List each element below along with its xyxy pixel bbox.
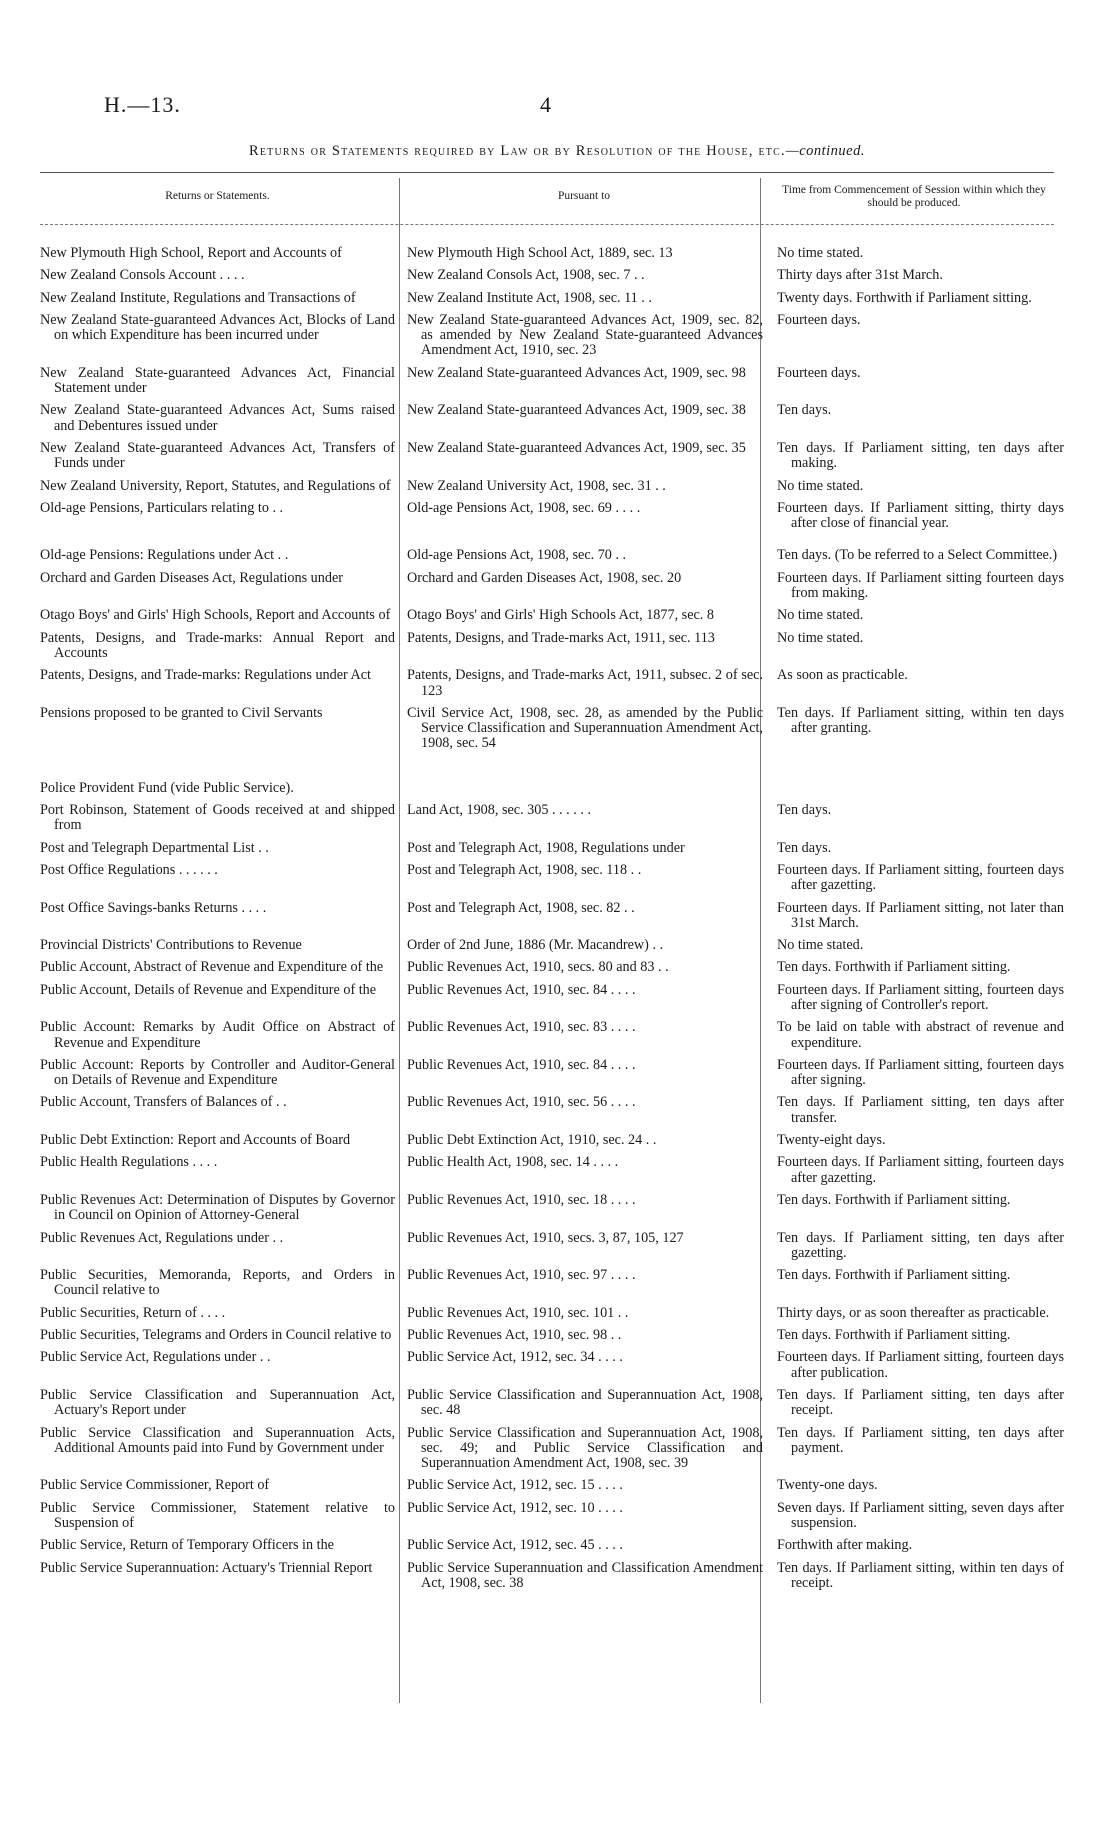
return-cell: Public Service, Return of Temporary Officers in the bbox=[40, 1537, 334, 1554]
time-cell: Ten days. If Parliament sitting, ten days after receipt. bbox=[777, 1386, 1064, 1419]
time-cell: Ten days. If Parliament sitting, ten days after payment. bbox=[777, 1424, 1064, 1456]
time-cell: No time stated. bbox=[777, 937, 864, 954]
row-spacer bbox=[40, 531, 1064, 538]
pursuant-cell: Orchard and Garden Diseases Act, 1908, sec. 20 bbox=[407, 569, 682, 586]
table-row bbox=[40, 1020, 1064, 1051]
time-cell: Fourteen days. If Parliament sitting, fourteen days after publication. bbox=[777, 1349, 1064, 1381]
header-bottom-rule bbox=[40, 224, 1054, 225]
table-row bbox=[40, 1388, 1064, 1419]
pursuant-cell: Public Health Act, 1908, sec. 14 . . . . bbox=[407, 1154, 619, 1171]
return-cell: Post and Telegraph Departmental List . . bbox=[40, 839, 269, 856]
pursuant-cell: Otago Boys' and Girls' High Schools Act, 1877, sec. 8 bbox=[407, 607, 714, 624]
time-cell: Ten days. bbox=[777, 802, 832, 819]
return-cell: New Zealand University, Report, Statutes, and Regulations of bbox=[40, 477, 391, 494]
table-row bbox=[40, 1306, 1064, 1321]
return-cell: Patents, Designs, and Trade-marks: Annual Report and Accounts bbox=[40, 629, 395, 661]
time-cell: Thirty days, or as soon thereafter as practicable. bbox=[777, 1304, 1050, 1321]
time-cell: Ten days. If Parliament sitting, within ten days after granting. bbox=[777, 704, 1064, 737]
table-row bbox=[40, 1133, 1064, 1148]
pursuant-cell: Public Revenues Act, 1910, sec. 56 . . . . bbox=[407, 1094, 636, 1111]
pursuant-cell: Public Service Act, 1912, sec. 45 . . . . bbox=[407, 1537, 623, 1554]
pursuant-cell: Public Service Classification and Superannuation Act, 1908, sec. 49; and Public Service Classification and Superannuation Amendment Act, 1908, sec. 39 bbox=[407, 1424, 763, 1472]
return-cell: Public Account, Transfers of Balances of . . bbox=[40, 1094, 287, 1111]
pursuant-cell: Old-age Pensions Act, 1908, sec. 70 . . bbox=[407, 547, 627, 564]
pursuant-cell: New Zealand State-guaranteed Advances Act, 1909, sec. 35 bbox=[407, 439, 746, 456]
table-row bbox=[40, 548, 1064, 563]
pursuant-cell: Public Revenues Act, 1910, sec. 84 . . . . bbox=[407, 1056, 636, 1073]
table-row bbox=[40, 1193, 1064, 1224]
title-continued: —continued. bbox=[785, 143, 865, 159]
pursuant-cell: Public Service Act, 1912, sec. 15 . . . . bbox=[407, 1477, 623, 1494]
table-row bbox=[40, 668, 1064, 699]
column-header-time: Time from Commencement of Session within which they should be produced. bbox=[782, 184, 1046, 209]
time-cell: Fourteen days. If Parliament sitting fourteen days from making. bbox=[777, 569, 1064, 602]
return-cell: Patents, Designs, and Trade-marks: Regulations under Act bbox=[40, 667, 372, 684]
return-cell: Public Revenues Act: Determination of Disputes by Governor in Council on Opinion of Attorney-General bbox=[40, 1191, 395, 1224]
return-cell: Public Revenues Act, Regulations under . . bbox=[40, 1229, 284, 1246]
row-spacer bbox=[40, 752, 1064, 759]
table-row bbox=[40, 706, 1064, 752]
time-cell: Ten days. Forthwith if Parliament sitting. bbox=[777, 1191, 1011, 1208]
time-cell: Fourteen days. If Parliament sitting, fourteen days after gazetting. bbox=[777, 1154, 1064, 1186]
time-cell: No time stated. bbox=[777, 629, 864, 646]
pursuant-cell: Public Service Act, 1912, sec. 10 . . . . bbox=[407, 1499, 623, 1516]
pursuant-cell: Land Act, 1908, sec. 305 . . . . . . bbox=[407, 802, 592, 819]
pursuant-cell: Public Revenues Act, 1910, secs. 3, 87, 105, 127 bbox=[407, 1229, 684, 1246]
time-cell: No time stated. bbox=[777, 607, 864, 624]
return-cell: Public Service Classification and Superannuation Act, Actuary's Report under bbox=[40, 1386, 395, 1419]
time-cell: Ten days. If Parliament sitting, within ten days of receipt. bbox=[777, 1559, 1064, 1591]
pursuant-cell: Public Debt Extinction Act, 1910, sec. 24 . . bbox=[407, 1132, 657, 1149]
pursuant-cell: Post and Telegraph Act, 1908, sec. 118 . . bbox=[407, 861, 642, 878]
table-row bbox=[40, 863, 1064, 894]
pursuant-cell: Civil Service Act, 1908, sec. 28, as amended by the Public Service Classification and Superannuation Amendment Act, 1908, sec. 54 bbox=[407, 704, 763, 752]
row-spacer bbox=[40, 759, 1064, 781]
table-row bbox=[40, 960, 1064, 975]
pursuant-cell: Public Revenues Act, 1910, sec. 98 . . bbox=[407, 1327, 622, 1344]
table-row bbox=[40, 1350, 1064, 1381]
pursuant-cell: Public Revenues Act, 1910, sec. 83 . . . . bbox=[407, 1019, 636, 1036]
pursuant-cell: New Zealand State-guaranteed Advances Act, 1909, sec. 82, as amended by New Zealand State-guaranteed Advances Amendment Act, 1910, sec. 23 bbox=[407, 311, 763, 359]
table-row bbox=[40, 1268, 1064, 1299]
table-row bbox=[40, 841, 1064, 856]
pursuant-cell: Public Service Superannuation and Classification Amendment Act, 1908, sec. 38 bbox=[407, 1559, 763, 1591]
pursuant-cell: New Zealand Institute Act, 1908, sec. 11 . . bbox=[407, 289, 652, 306]
header-top-rule bbox=[40, 172, 1054, 173]
pursuant-cell: Public Revenues Act, 1910, sec. 18 . . . . bbox=[407, 1191, 636, 1208]
return-cell: Public Service Superannuation: Actuary's Triennial Report bbox=[40, 1559, 373, 1576]
pursuant-cell: Public Revenues Act, 1910, secs. 80 and 83 . . bbox=[407, 959, 669, 976]
table-row bbox=[40, 983, 1064, 1014]
pursuant-cell: New Zealand Consols Act, 1908, sec. 7 . . bbox=[407, 267, 645, 284]
table-row bbox=[40, 1155, 1064, 1186]
time-cell: Forthwith after making. bbox=[777, 1537, 913, 1554]
pursuant-cell: New Zealand State-guaranteed Advances Act, 1909, sec. 38 bbox=[407, 402, 746, 419]
time-cell: Seven days. If Parliament sitting, seven days after suspension. bbox=[777, 1499, 1064, 1531]
time-cell: Ten days. Forthwith if Parliament sitting. bbox=[777, 959, 1011, 976]
table-row bbox=[40, 313, 1064, 359]
return-cell: Police Provident Fund (vide Public Service). bbox=[40, 779, 294, 796]
column-header-returns: Returns or Statements. bbox=[165, 190, 270, 202]
table-row bbox=[40, 403, 1064, 434]
pursuant-cell: Order of 2nd June, 1886 (Mr. Macandrew) . . bbox=[407, 937, 664, 954]
column-header-pursuant: Pursuant to bbox=[557, 190, 611, 202]
return-cell: Old-age Pensions, Particulars relating to . . bbox=[40, 499, 284, 516]
return-cell: Old-age Pensions: Regulations under Act . . bbox=[40, 547, 289, 564]
table-row bbox=[40, 1058, 1064, 1089]
return-cell: Public Securities, Memoranda, Reports, and Orders in Council relative to bbox=[40, 1267, 395, 1299]
table-row bbox=[40, 366, 1064, 397]
time-cell: Fourteen days. If Parliament sitting, thirty days after close of financial year. bbox=[777, 499, 1064, 532]
page-number: 4 bbox=[540, 92, 551, 117]
return-cell: Public Service Classification and Superannuation Acts, Additional Amounts paid into Fund by Government under bbox=[40, 1424, 395, 1456]
return-cell: Public Debt Extinction: Report and Accounts of Board bbox=[40, 1132, 351, 1149]
pursuant-cell: Patents, Designs, and Trade-marks Act, 1911, sec. 113 bbox=[407, 629, 715, 646]
pursuant-cell: Old-age Pensions Act, 1908, sec. 69 . . . . bbox=[407, 499, 641, 516]
table-row bbox=[40, 803, 1064, 834]
table-row bbox=[40, 938, 1064, 953]
time-cell: To be laid on table with abstract of revenue and expenditure. bbox=[777, 1019, 1064, 1051]
time-cell: Ten days. Forthwith if Parliament sitting. bbox=[777, 1267, 1011, 1284]
return-cell: New Plymouth High School, Report and Accounts of bbox=[40, 245, 342, 261]
pursuant-cell: Post and Telegraph Act, 1908, sec. 82 . . bbox=[407, 899, 635, 916]
return-cell: Public Securities, Telegrams and Orders in Council relative to bbox=[40, 1327, 392, 1344]
table-row bbox=[40, 268, 1064, 283]
table-row bbox=[40, 1478, 1064, 1493]
time-cell: Ten days. If Parliament sitting, ten days after making. bbox=[777, 439, 1064, 472]
time-cell: Fourteen days. If Parliament sitting, fourteen days after signing. bbox=[777, 1056, 1064, 1089]
time-cell: Fourteen days. If Parliament sitting, fourteen days after gazetting. bbox=[777, 861, 1064, 894]
pursuant-cell: New Zealand State-guaranteed Advances Act, 1909, sec. 98 bbox=[407, 364, 746, 381]
return-cell: Public Account: Remarks by Audit Office on Abstract of Revenue and Expenditure bbox=[40, 1019, 395, 1051]
return-cell: Public Account, Abstract of Revenue and Expenditure of the bbox=[40, 959, 384, 976]
time-cell: No time stated. bbox=[777, 477, 864, 494]
return-cell: Post Office Regulations . . . . . . bbox=[40, 861, 218, 878]
table-row bbox=[40, 479, 1064, 494]
time-cell: Fourteen days. If Parliament sitting, fourteen days after signing of Controller's report. bbox=[777, 981, 1064, 1013]
table-row bbox=[40, 608, 1064, 623]
time-cell: Thirty days after 31st March. bbox=[777, 267, 943, 284]
return-cell: Public Service Commissioner, Statement relative to Suspension of bbox=[40, 1499, 395, 1531]
return-cell: Public Account: Reports by Controller and Auditor-General on Details of Revenue and Expenditure bbox=[40, 1056, 395, 1089]
pursuant-cell: Patents, Designs, and Trade-marks Act, 1911, subsec. 2 of sec. 123 bbox=[407, 667, 763, 699]
time-cell: Twenty days. Forthwith if Parliament sitting. bbox=[777, 289, 1032, 306]
return-cell: Pensions proposed to be granted to Civil Servants bbox=[40, 704, 323, 721]
title-text: Returns or Statements required by Law or by Resolution of the House, etc. bbox=[248, 143, 786, 159]
return-cell: New Zealand Institute, Regulations and Transactions of bbox=[40, 289, 356, 306]
return-cell: Otago Boys' and Girls' High Schools, Report and Accounts of bbox=[40, 607, 391, 624]
table-row bbox=[40, 901, 1064, 932]
pursuant-cell: Public Revenues Act, 1910, sec. 101 . . bbox=[407, 1304, 629, 1321]
pursuant-cell: Public Service Classification and Superannuation Act, 1908, sec. 48 bbox=[407, 1386, 763, 1419]
table-row bbox=[40, 781, 1064, 796]
time-cell: Ten days. (To be referred to a Select Committee.) bbox=[777, 547, 1058, 564]
return-cell: Public Health Regulations . . . . bbox=[40, 1154, 218, 1171]
table-row bbox=[40, 1538, 1064, 1553]
return-cell: New Zealand Consols Account . . . . bbox=[40, 267, 245, 284]
time-cell: Ten days. bbox=[777, 402, 832, 419]
time-cell: Twenty-eight days. bbox=[777, 1132, 886, 1149]
pursuant-cell: Post and Telegraph Act, 1908, Regulations under bbox=[407, 839, 685, 856]
table-row bbox=[40, 571, 1064, 602]
return-cell: Public Account, Details of Revenue and Expenditure of the bbox=[40, 981, 377, 998]
table-row bbox=[40, 1328, 1064, 1343]
document-reference: H.—13. bbox=[104, 92, 181, 117]
time-cell: Ten days. If Parliament sitting, ten days after gazetting. bbox=[777, 1229, 1064, 1261]
time-cell: Twenty-one days. bbox=[777, 1477, 878, 1494]
row-spacer bbox=[40, 1591, 1064, 1598]
time-cell: No time stated. bbox=[777, 245, 864, 261]
table-row bbox=[40, 1501, 1064, 1532]
return-cell: New Zealand State-guaranteed Advances Act, Financial Statement under bbox=[40, 364, 395, 397]
table-row bbox=[40, 441, 1064, 472]
time-cell: Ten days. Forthwith if Parliament sitting. bbox=[777, 1327, 1011, 1344]
pursuant-cell: Public Revenues Act, 1910, sec. 84 . . . . bbox=[407, 981, 636, 998]
table-row bbox=[40, 291, 1064, 306]
pursuant-cell: Public Revenues Act, 1910, sec. 97 . . . . bbox=[407, 1267, 636, 1284]
pursuant-cell: Public Service Act, 1912, sec. 34 . . . . bbox=[407, 1349, 623, 1366]
return-cell: New Zealand State-guaranteed Advances Act, Sums raised and Debentures issued under bbox=[40, 402, 395, 434]
table-row bbox=[40, 1561, 1064, 1592]
page-title bbox=[0, 143, 1114, 160]
return-cell: Post Office Savings-banks Returns . . . . bbox=[40, 899, 267, 916]
return-cell: New Zealand State-guaranteed Advances Act, Blocks of Land on which Expenditure has been incurred under bbox=[40, 311, 395, 344]
table-row bbox=[40, 631, 1064, 662]
return-cell: New Zealand State-guaranteed Advances Act, Transfers of Funds under bbox=[40, 439, 395, 472]
table-row bbox=[40, 1231, 1064, 1262]
time-cell: As soon as practicable. bbox=[777, 667, 908, 684]
return-cell: Port Robinson, Statement of Goods received at and shipped from bbox=[40, 802, 395, 834]
return-cell: Public Service Commissioner, Report of bbox=[40, 1477, 270, 1494]
pursuant-cell: New Zealand University Act, 1908, sec. 31 . . bbox=[407, 477, 666, 494]
table-row bbox=[40, 501, 1064, 532]
time-cell: Fourteen days. bbox=[777, 311, 861, 328]
returns-table bbox=[40, 246, 1064, 1598]
return-cell: Provincial Districts' Contributions to Revenue bbox=[40, 937, 302, 954]
table-row bbox=[40, 246, 1064, 261]
table-row bbox=[40, 1095, 1064, 1126]
time-cell: Fourteen days. bbox=[777, 364, 861, 381]
return-cell: Public Service Act, Regulations under . . bbox=[40, 1349, 271, 1366]
table-row bbox=[40, 1426, 1064, 1472]
return-cell: Public Securities, Return of . . . . bbox=[40, 1304, 226, 1321]
pursuant-cell: New Plymouth High School Act, 1889, sec. 13 bbox=[407, 245, 673, 261]
time-cell: Ten days. If Parliament sitting, ten days after transfer. bbox=[777, 1094, 1064, 1126]
time-cell: Ten days. bbox=[777, 839, 832, 856]
return-cell: Orchard and Garden Diseases Act, Regulations under bbox=[40, 569, 343, 586]
time-cell: Fourteen days. If Parliament sitting, not later than 31st March. bbox=[777, 899, 1064, 931]
